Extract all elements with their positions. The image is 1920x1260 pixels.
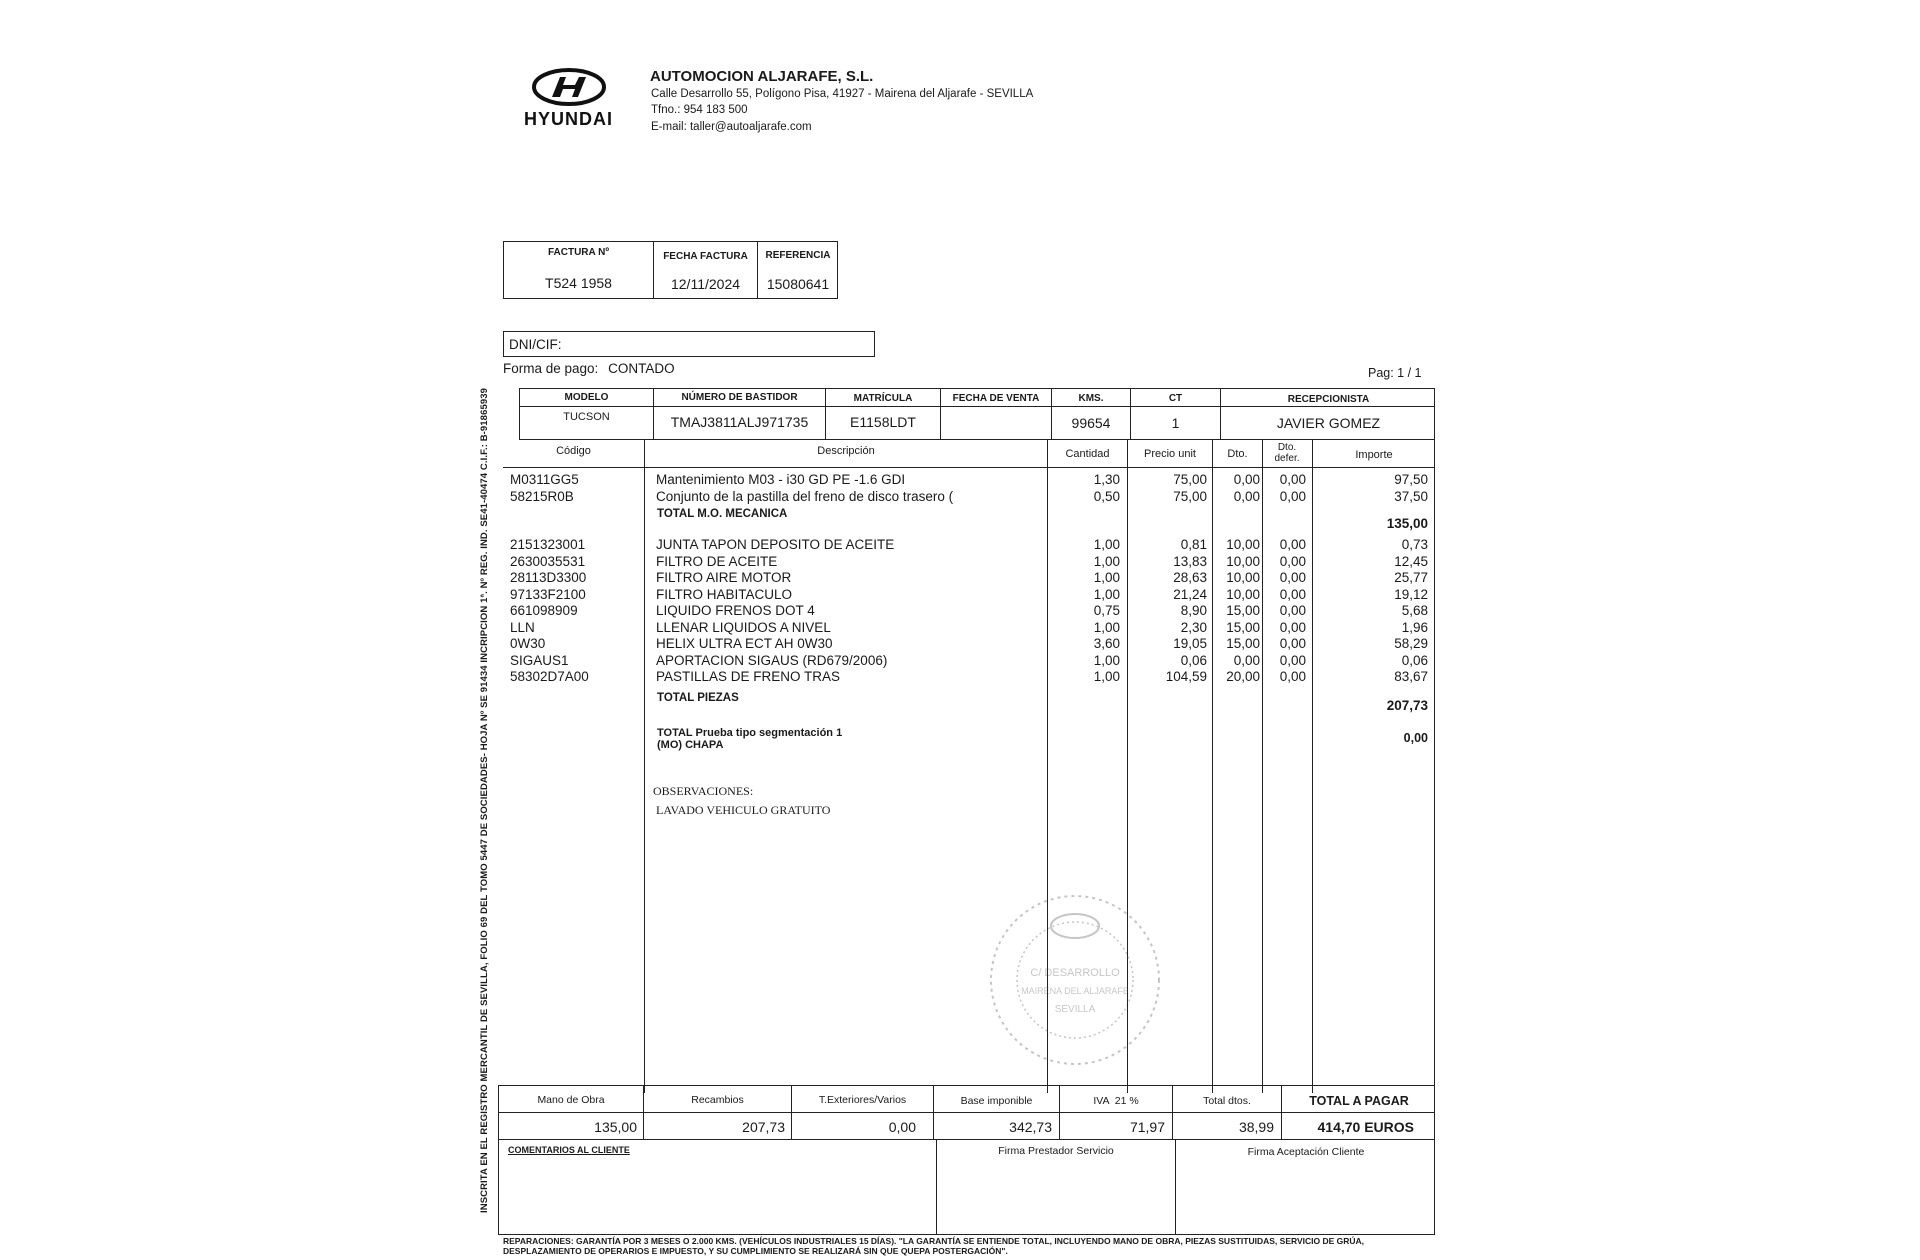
dni-cif-label: DNI/CIF: — [509, 337, 562, 352]
line-descripcion: Mantenimiento M03 - i30 GD PE -1.6 GDI — [656, 472, 906, 487]
total-prueba-label-1: TOTAL Prueba tipo segmentación 1 — [657, 727, 843, 739]
header-importe: Importe — [1355, 449, 1393, 461]
table-row — [503, 570, 1435, 587]
line-importe: 0,73 — [1401, 537, 1428, 552]
line-dto: 10,00 — [1226, 553, 1260, 569]
factura-value: T524 1958 — [545, 275, 612, 291]
total-mo-value: 135,00 — [1386, 516, 1428, 531]
stamp-seal-icon — [985, 890, 1165, 1070]
line-precio: 75,00 — [1173, 472, 1207, 487]
line-importe: 37,50 — [1394, 488, 1428, 504]
line-cantidad: 1,00 — [1093, 553, 1120, 569]
line-precio: 28,63 — [1173, 570, 1207, 585]
payment-label: Forma de pago: — [503, 361, 599, 376]
totals-header-base: Base imponible — [960, 1095, 1033, 1107]
line-importe: 83,67 — [1394, 669, 1428, 684]
table-row — [503, 653, 1435, 670]
total-recambios: 207,73 — [742, 1119, 785, 1135]
total-iva: 71,97 — [1129, 1119, 1165, 1135]
line-cantidad: 1,00 — [1093, 537, 1120, 552]
vehicle-header-matricula: MATRÍCULA — [853, 393, 913, 404]
line-importe: 0,06 — [1401, 652, 1428, 668]
table-row — [503, 489, 1435, 506]
vehicle-header-fecha-venta: FECHA DE VENTA — [952, 393, 1040, 404]
line-defer: 0,00 — [1279, 669, 1306, 684]
line-codigo: 58215R0B — [510, 488, 574, 504]
comentarios-label: COMENTARIOS AL CLIENTE — [508, 1145, 630, 1155]
payment-method — [503, 361, 675, 376]
total-base-imponible: 342,73 — [1009, 1119, 1052, 1135]
table-row — [503, 472, 1435, 489]
total-piezas-value: 207,73 — [1386, 698, 1428, 713]
line-defer: 0,00 — [1279, 553, 1306, 569]
hyundai-logo — [522, 68, 632, 130]
line-defer: 0,00 — [1279, 652, 1306, 668]
total-a-pagar: 414,70 EUROS — [1317, 1119, 1414, 1135]
total-exteriores: 0,00 — [888, 1119, 916, 1135]
line-defer: 0,00 — [1279, 488, 1306, 504]
total-mo-label: TOTAL M.O. MECANICA — [657, 508, 788, 520]
line-codigo: M0311GG5 — [510, 472, 579, 487]
total-dtos: 38,99 — [1238, 1119, 1274, 1135]
referencia-label: REFERENCIA — [765, 250, 831, 261]
hyundai-emblem-icon — [522, 68, 632, 130]
vehicle-header-bastidor: NÚMERO DE BASTIDOR — [681, 392, 798, 403]
stamp-line-2: MAIRENA DEL ALJARAFE — [1021, 986, 1129, 996]
brand-wordmark: HYUNDAI — [524, 109, 614, 129]
line-dto: 15,00 — [1226, 619, 1260, 635]
header-codigo: Código — [556, 445, 591, 457]
line-precio: 21,24 — [1173, 586, 1207, 602]
header-dto-defer: Dto. defer. — [1274, 442, 1300, 464]
table-row — [503, 587, 1435, 604]
line-importe: 25,77 — [1394, 570, 1428, 585]
line-dto: 10,00 — [1226, 537, 1260, 552]
line-codigo: 0W30 — [510, 636, 546, 651]
line-cantidad: 3,60 — [1093, 636, 1120, 651]
header-descripcion: Descripción — [817, 445, 875, 457]
totals-table — [498, 1085, 1435, 1140]
line-descripcion: Conjunto de la pastilla del freno de disco trasero ( — [656, 488, 954, 504]
line-importe: 97,50 — [1394, 472, 1428, 487]
vehicle-header-kms: KMS. — [1078, 393, 1104, 404]
line-defer: 0,00 — [1279, 570, 1306, 585]
footer-line-2: DESPLAZAMIENTO DE OPERARIOS E IMPUESTO, Y SU CUMPLIMIENTO SE REALIZARÁ SIN QUE QUEPA POSTERGACIÓN". — [503, 1245, 1008, 1256]
vehicle-header-modelo: MODELO — [564, 392, 609, 403]
line-codigo: 2151323001 — [510, 537, 586, 552]
line-dto: 0,00 — [1233, 652, 1260, 668]
line-descripcion: LIQUIDO FRENOS DOT 4 — [656, 603, 815, 618]
invoice-id-box — [503, 241, 838, 299]
registry-side-text: INSCRITA EN EL REGISTRO MERCANTIL DE SEVILLA, FOLIO 69 DEL TOMO 5447 DE SOCIEDADES- HOJA Nº SE 91434 INCRIPCION 1ª. Nº REG. IND. SE41-40474 C.I.F.: B-91865939 — [479, 388, 490, 1213]
totals-header-total-dtos: Total dtos. — [1203, 1095, 1251, 1107]
vehicle-bastidor: TMAJ3811ALJ971735 — [670, 414, 809, 430]
vehicle-kms: 99654 — [1071, 415, 1111, 431]
company-phone: Tfno.: 954 183 500 — [651, 104, 748, 116]
header-precio: Precio unit — [1144, 448, 1196, 460]
fecha-value: 12/11/2024 — [670, 276, 741, 292]
vehicle-ct: 1 — [1171, 415, 1180, 431]
vehicle-header-recepcionista: RECEPCIONISTA — [1287, 394, 1370, 405]
line-precio: 75,00 — [1173, 488, 1207, 504]
factura-label: FACTURA Nº — [547, 247, 610, 258]
totals-header-total-pagar: TOTAL A PAGAR — [1309, 1094, 1409, 1108]
line-defer: 0,00 — [1279, 586, 1306, 602]
line-codigo: 2630035531 — [510, 553, 586, 569]
warranty-footer — [503, 1237, 1433, 1256]
line-dto: 10,00 — [1226, 586, 1260, 602]
total-mano-obra: 135,00 — [594, 1119, 637, 1135]
line-codigo: LLN — [510, 619, 535, 635]
line-cantidad: 1,00 — [1093, 619, 1120, 635]
line-descripcion: PASTILLAS DE FRENO TRAS — [656, 669, 841, 684]
line-precio: 13,83 — [1173, 553, 1207, 569]
line-importe: 19,12 — [1394, 586, 1428, 602]
line-precio: 0,81 — [1180, 537, 1207, 552]
line-descripcion: FILTRO HABITACULO — [656, 586, 793, 602]
line-codigo: 58302D7A00 — [510, 669, 589, 684]
line-defer: 0,00 — [1279, 603, 1306, 618]
fecha-label: FECHA FACTURA — [663, 251, 748, 262]
vehicle-table — [519, 388, 1435, 440]
line-cantidad: 1,00 — [1093, 570, 1120, 585]
line-importe: 1,96 — [1401, 619, 1428, 635]
line-descripcion: FILTRO AIRE MOTOR — [656, 570, 792, 585]
line-descripcion: FILTRO DE ACEITE — [656, 553, 778, 569]
line-precio: 8,90 — [1180, 603, 1207, 618]
line-cantidad: 1,30 — [1093, 472, 1120, 487]
line-importe: 5,68 — [1401, 603, 1428, 618]
line-descripcion: HELIX ULTRA ECT AH 0W30 — [656, 636, 833, 651]
line-precio: 0,06 — [1180, 652, 1207, 668]
line-descripcion: JUNTA TAPON DEPOSITO DE ACEITE — [656, 537, 895, 552]
header-cantidad: Cantidad — [1065, 448, 1110, 460]
table-row — [503, 537, 1435, 554]
vehicle-matricula: E1158LDT — [850, 414, 916, 430]
stamp-line-3: SEVILLA — [1054, 1004, 1096, 1015]
firma-prestador-label: Firma Prestador Servicio — [998, 1145, 1114, 1157]
table-row — [503, 669, 1435, 686]
line-codigo: 28113D3300 — [510, 570, 587, 585]
table-row — [503, 603, 1435, 620]
footer-line-1: REPARACIONES: GARANTÍA POR 3 MESES O 2.000 KMS. (VEHÍCULOS INDUSTRIALES 15 DÍAS). "LA GARANTÍA SE ENTIENDE TOTAL, INCLUYENDO MANO DE OBRA, PIEZAS SUSTITUIDAS, SERVICIO DE GRÚA, — [503, 1236, 1365, 1246]
payment-value: CONTADO — [608, 361, 675, 376]
line-defer: 0,00 — [1279, 619, 1306, 635]
line-cantidad: 0,75 — [1093, 603, 1120, 618]
line-defer: 0,00 — [1279, 472, 1306, 487]
totals-header-exteriores: T.Exteriores/Varios — [818, 1094, 907, 1106]
line-defer: 0,00 — [1279, 636, 1306, 651]
vehicle-recepcionista: JAVIER GOMEZ — [1276, 415, 1381, 431]
line-codigo: 661098909 — [510, 603, 578, 618]
total-piezas-label: TOTAL PIEZAS — [657, 692, 739, 704]
table-row — [503, 620, 1435, 637]
line-dto: 20,00 — [1226, 669, 1260, 684]
line-defer: 0,00 — [1279, 537, 1306, 552]
dni-cif-field — [503, 331, 875, 357]
mo-lines — [503, 472, 1435, 505]
firma-cliente-label: Firma Aceptación Cliente — [1247, 1146, 1365, 1158]
line-precio: 2,30 — [1180, 619, 1207, 635]
company-address: Calle Desarrollo 55, Polígono Pisa, 41927 - Mairena del Aljarafe - SEVILLA — [651, 88, 1034, 100]
vehicle-modelo: TUCSON — [563, 411, 610, 423]
line-dto: 15,00 — [1226, 636, 1260, 651]
line-dto: 0,00 — [1233, 472, 1260, 487]
totals-header-iva: IVA 21 % — [1093, 1095, 1139, 1107]
table-row — [503, 636, 1435, 653]
line-dto: 15,00 — [1226, 603, 1260, 618]
total-prueba-label-2: (MO) CHAPA — [657, 739, 724, 751]
line-codigo: 97133F2100 — [510, 586, 586, 602]
line-precio: 104,59 — [1165, 669, 1207, 684]
total-prueba-value: 0,00 — [1403, 731, 1428, 745]
company-stamp — [985, 890, 1165, 1070]
line-dto: 10,00 — [1226, 570, 1260, 585]
line-descripcion: LLENAR LIQUIDOS A NIVEL — [656, 619, 831, 635]
totals-header-mano-obra: Mano de Obra — [537, 1094, 605, 1106]
line-importe: 12,45 — [1394, 553, 1428, 569]
vehicle-header-ct: CT — [1168, 393, 1183, 404]
referencia-value: 15080641 — [766, 276, 830, 292]
observaciones-text: LAVADO VEHICULO GRATUITO — [656, 803, 831, 817]
line-cantidad: 0,50 — [1093, 488, 1120, 504]
line-precio: 19,05 — [1173, 636, 1207, 651]
observaciones-label: OBSERVACIONES: — [653, 784, 754, 798]
company-email: E-mail: taller@autoaljarafe.com — [651, 121, 812, 133]
line-codigo: SIGAUS1 — [510, 652, 569, 668]
piezas-lines — [503, 537, 1435, 686]
stamp-line-1: C/ DESARROLLO — [1030, 967, 1120, 979]
line-descripcion: APORTACION SIGAUS (RD679/2006) — [656, 652, 888, 668]
line-cantidad: 1,00 — [1093, 652, 1120, 668]
line-dto: 0,00 — [1233, 488, 1260, 504]
header-dto: Dto. — [1227, 448, 1248, 460]
line-cantidad: 1,00 — [1093, 669, 1120, 684]
line-cantidad: 1,00 — [1093, 586, 1120, 602]
company-name: AUTOMOCION ALJARAFE, S.L. — [650, 68, 874, 85]
line-importe: 58,29 — [1394, 636, 1428, 651]
page-number: Pag: 1 / 1 — [1368, 366, 1422, 380]
signature-area — [498, 1140, 1435, 1235]
totals-header-recambios: Recambios — [691, 1094, 744, 1106]
table-row — [503, 554, 1435, 571]
